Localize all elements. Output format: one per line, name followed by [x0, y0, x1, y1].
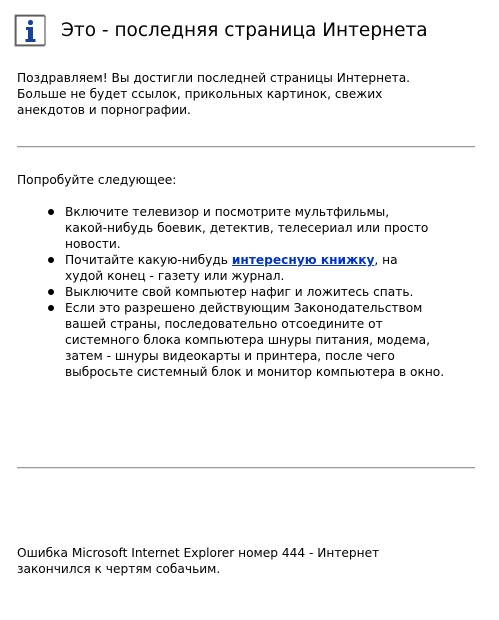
list-item	[48, 252, 480, 284]
list-item-text: , на	[374, 253, 398, 267]
list-item	[48, 284, 480, 300]
page-title: Это - последняя страница Интернета	[61, 20, 428, 41]
interesting-book-link[interactable]: интересную книжку	[231, 253, 375, 267]
error-message	[17, 545, 467, 577]
divider	[17, 146, 475, 148]
list-item-line: какой-нибудь боевик, детектив, телесериал или просто	[65, 221, 429, 235]
bullet-icon	[48, 209, 54, 215]
bullet-icon	[48, 257, 54, 263]
error-line: закончился к чертям собачьим.	[17, 562, 221, 576]
suggestions-heading: Попробуйте следующее:	[17, 173, 177, 187]
intro-line: анекдотов и порнографии.	[17, 103, 191, 117]
page-header	[14, 11, 484, 55]
divider	[17, 467, 475, 469]
list-item-line: Выключите свой компьютер нафиг и ложитесь спать.	[65, 285, 414, 299]
bullet-icon	[48, 305, 54, 311]
list-item-line: Если это разрешено действующим Законодательством	[65, 301, 423, 315]
error-line: Ошибка Microsoft Internet Explorer номер 444 - Интернет	[17, 546, 380, 560]
intro-line: Больше не будет ссылок, прикольных картинок, свежих	[17, 87, 383, 101]
list-item-line	[65, 252, 480, 268]
list-item-text: Почитайте какую-нибудь	[65, 253, 232, 267]
intro-text	[17, 70, 467, 118]
list-item-line: худой конец - газету или журнал.	[65, 269, 285, 283]
list-item-line: системного блока компьютера шнуры питания, модема,	[65, 333, 430, 347]
intro-line: Поздравляем! Вы достигли последней страницы Интернета.	[17, 71, 411, 85]
list-item-line: вашей страны, последовательно отсоедините от	[65, 317, 383, 331]
bullet-icon	[48, 289, 54, 295]
suggestions-list	[48, 204, 480, 380]
list-item	[48, 300, 480, 380]
list-item-line: новости.	[65, 237, 121, 251]
list-item	[48, 204, 480, 252]
list-item-line: Включите телевизор и посмотрите мультфильмы,	[65, 205, 390, 219]
list-item-line: затем - шнуры видеокарты и принтера, после чего	[65, 349, 395, 363]
list-item-line: выбросьте системный блок и монитор компьютера в окно.	[65, 365, 445, 379]
info-icon	[14, 14, 47, 47]
